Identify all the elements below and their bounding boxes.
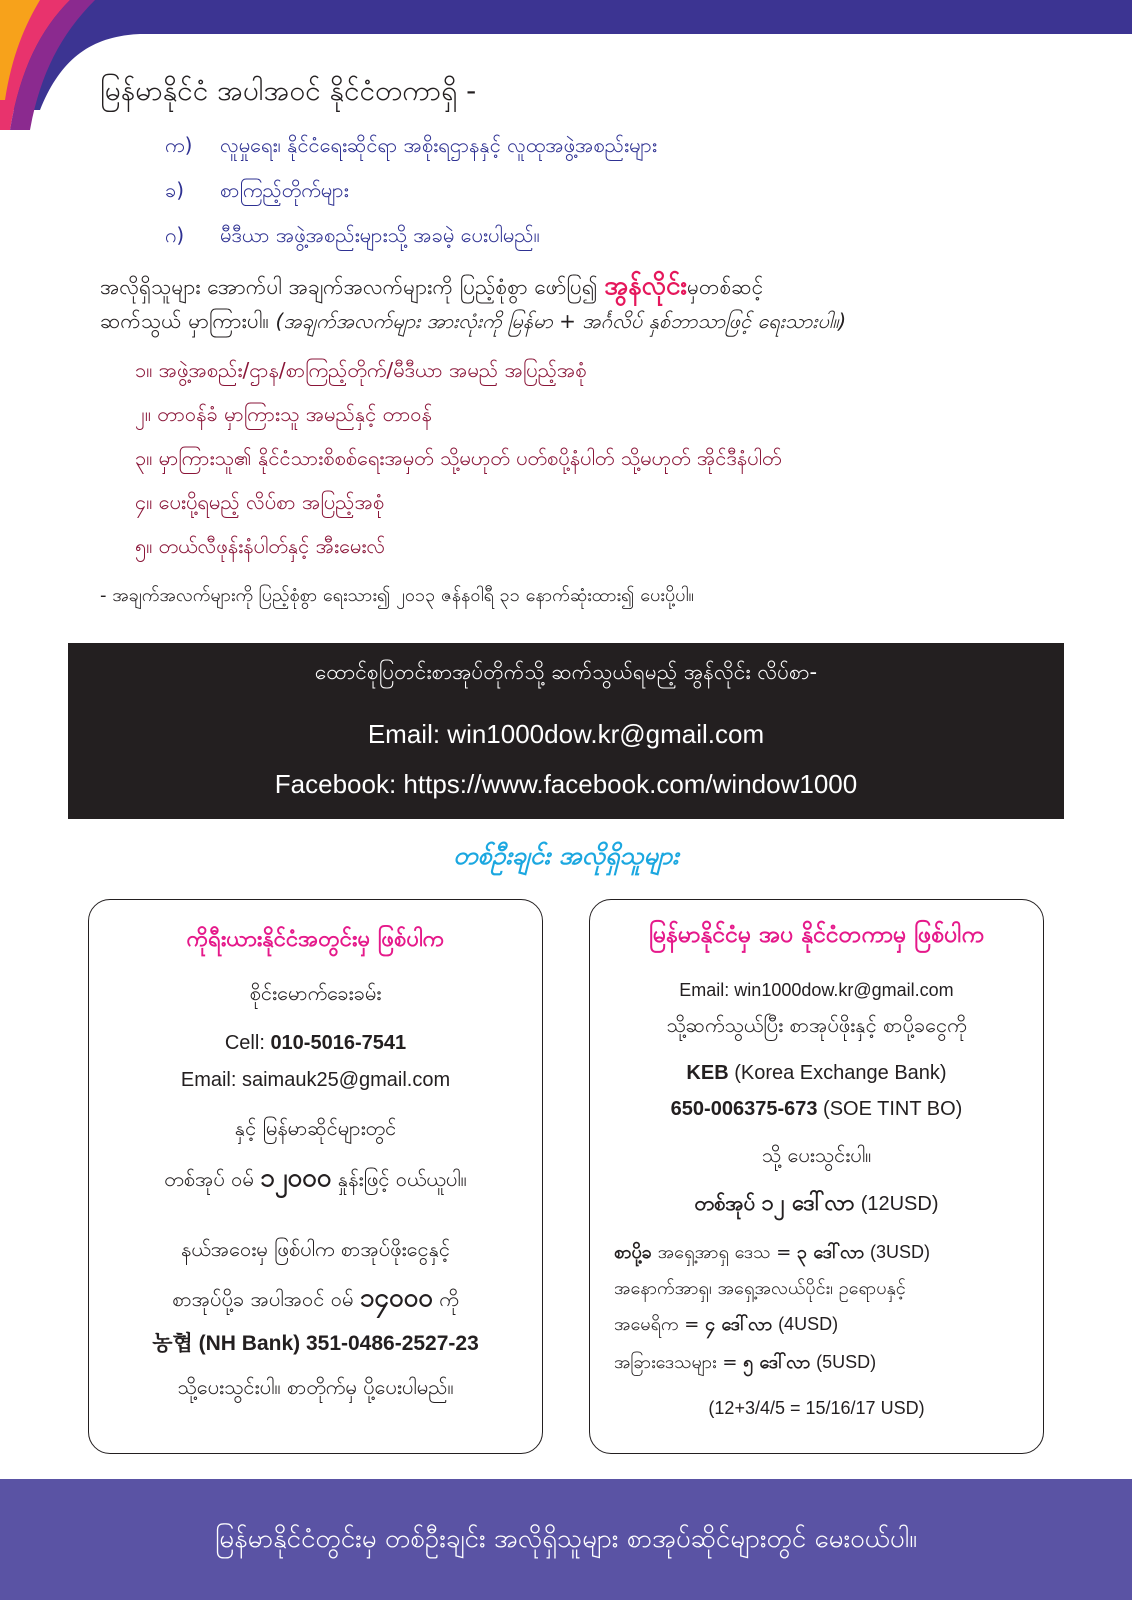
online-highlight: အွန်လိုင်း xyxy=(604,271,688,301)
price-label: တစ်အုပ် xyxy=(694,1191,755,1215)
deposit-line: သို့ ပေးသွင်းပါ။ xyxy=(761,1143,872,1167)
recipient-marker: ဂ) xyxy=(165,223,185,247)
recipient-text: စာကြည့်တိုက်များ xyxy=(220,178,349,202)
bank-code: KEB xyxy=(686,1062,729,1084)
price-usd: (12USD) xyxy=(860,1193,939,1215)
intro-heading: မြန်မာနိုင်ငံ အပါအဝင် နိုင်ငံတကာရှိ - xyxy=(100,74,477,107)
account-number: 650-006375-673 xyxy=(670,1098,818,1120)
instruction-paragraph-line2 xyxy=(100,308,846,339)
remote-line: နယ်အဝေးမှ ဖြစ်ပါက စာအုပ်ဖိုးငွေနှင့် xyxy=(180,1237,451,1261)
remote-price-line xyxy=(89,1280,542,1319)
recipient-item xyxy=(165,222,540,252)
postage-region: အခြားဒေသများ = xyxy=(614,1352,738,1373)
bank-name: (Korea Exchange Bank) xyxy=(734,1062,947,1084)
postage-value: ၄ ဒေါ်လာ xyxy=(705,1314,773,1335)
card-title: မြန်မာနိုင်ငံမှ အပ နိုင်ငံတကာမှ ဖြစ်ပါက xyxy=(649,922,984,948)
international-purchase-card xyxy=(589,899,1044,1454)
account-line xyxy=(590,1098,1043,1121)
contact-email[interactable]: Email: win1000dow.kr@gmail.com xyxy=(367,719,765,749)
korea-purchase-card xyxy=(88,899,543,1454)
price-value: ၁၂၀၀၀ xyxy=(260,1163,332,1193)
price-line xyxy=(590,1188,1043,1221)
shops-line: နှင့် မြန်မာဆိုင်များတွင် xyxy=(234,1116,397,1140)
contact-heading: ထောင်စုပြတင်းစာအုပ်တိုက်သို့ ဆက်သွယ်ရမည့် အွန်လိုင်း လိပ်စာ- xyxy=(314,660,818,684)
remote-price-label: စာအုပ်ပို့ခ အပါအဝင် ဝမ် xyxy=(172,1287,354,1311)
contact-name: စိုင်းမောက်ခေးခမ်း xyxy=(249,981,382,1005)
instruction-text: ဆက်သွယ် မှာကြားပါ။ xyxy=(100,309,269,333)
bank-account-line: 농협 (NH Bank) 351-0486-2527-23 xyxy=(152,1332,479,1355)
contact-email[interactable]: Email: saimauk25@gmail.com xyxy=(180,1069,451,1091)
requirement-item: ၃။ မှာကြားသူ၏ နိုင်ငံသားစိစစ်ရေးအမှတ် သို့မဟုတ် ပတ်စပို့နံပါတ် သို့မဟုတ် အိုင်ဒီနံပါတ် xyxy=(135,446,782,470)
instruction-text: အလိုရှိသူများ အောက်ပါ အချက်အလက်များကို ပြည့်စုံစွာ ဖော်ပြ၍ xyxy=(100,275,598,299)
recipient-item xyxy=(165,177,349,207)
postage-label: စာပို့ခ xyxy=(614,1242,652,1263)
recipient-marker: က) xyxy=(165,133,193,157)
cell-phone xyxy=(89,1032,542,1055)
language-note: (အချက်အလက်များ အားလုံးကို မြန်မာ + အင်္ဂလိပ် နှစ်ဘာသာဖြင့် ရေးသားပါ။) xyxy=(275,309,847,333)
recipient-text: လူမှုရေး၊ နိုင်ငံရေးဆိုင်ရာ အစိုးရဌာနနှင့် လူထုအဖွဲ့အစည်းများ xyxy=(220,133,657,157)
postage-america-line xyxy=(614,1312,838,1339)
deadline-note: - အချက်အလက်များကို ပြည့်စုံစွာ ရေးသား၍ ၂၀၁၃ ဇန်နဝါရီ ၃၁ နောက်ဆုံးထား၍ ပေးပို့ပါ။ xyxy=(100,585,694,606)
card-title: ကိုရီးယားနိုင်ငံအတွင်းမှ ဖြစ်ပါက xyxy=(186,927,445,952)
postage-region-group: အနောက်အာရှ၊ အရှေ့အလယ်ပိုင်း၊ ဥရောပနှင့် xyxy=(614,1278,906,1299)
postage-other-line xyxy=(614,1350,876,1377)
postage-usd: (5USD) xyxy=(816,1352,877,1372)
contact-line: သို့ဆက်သွယ်ပြီး စာအုပ်ဖိုးနှင့် စာပို့ခငွေကို xyxy=(666,1013,967,1037)
recipient-item xyxy=(165,132,657,162)
price-value: ၁၂ ဒေါ်လာ xyxy=(761,1191,855,1216)
postage-usd: (4USD) xyxy=(778,1314,839,1334)
cell-number[interactable]: 010-5016-7541 xyxy=(270,1032,407,1054)
bottom-banner xyxy=(0,1479,1132,1600)
cell-label: Cell: xyxy=(224,1032,265,1054)
bottom-banner-text: မြန်မာနိုင်ငံတွင်းမှ တစ်ဦးချင်း အလိုရှိသူများ စာအုပ်ဆိုင်များတွင် မေးဝယ်ပါ။ xyxy=(214,1524,918,1554)
account-holder: (SOE TINT BO) xyxy=(823,1098,963,1120)
postage-asia-line xyxy=(614,1240,930,1267)
price-suffix: နှုန်းဖြင့် ဝယ်ယူပါ။ xyxy=(337,1167,467,1191)
contact-email[interactable]: Email: win1000dow.kr@gmail.com xyxy=(679,980,954,1000)
postage-value: ၃ ဒေါ်လာ xyxy=(797,1242,865,1263)
recipient-text: မီဒီယာ အဖွဲ့အစည်းများသို့ အခမဲ့ ပေးပါမည်။ xyxy=(220,223,540,247)
recipient-marker: ခ) xyxy=(165,178,185,202)
individuals-heading: တစ်ဦးချင်း အလိုရှိသူများ xyxy=(453,841,679,870)
instruction-paragraph-line1 xyxy=(100,268,763,307)
requirement-item: ၅။ တယ်လီဖုန်းနံပါတ်နှင့် အီးမေးလ် xyxy=(135,534,386,558)
postage-usd: (3USD) xyxy=(870,1242,931,1262)
requirement-item: ၂။ တာဝန်ခံ မှာကြားသူ အမည်နှင့် တာဝန် xyxy=(135,402,432,426)
postage-value: ၅ ဒေါ်လာ xyxy=(743,1352,811,1373)
remote-price-suffix: ကို xyxy=(439,1287,459,1311)
requirement-item: ၄။ ပေးပို့ရမည့် လိပ်စာ အပြည့်အစုံ xyxy=(135,490,385,514)
closing-line: သို့ပေးသွင်းပါ။ စာတိုက်မှ ပို့ပေးပါမည်။ xyxy=(177,1375,454,1399)
bank-name-line xyxy=(590,1062,1043,1085)
price-label: တစ်အုပ် ဝမ် xyxy=(164,1167,254,1191)
price-line xyxy=(89,1160,542,1199)
contact-box xyxy=(68,643,1064,819)
postage-region: အရှေ့အာရှ ဒေသ = xyxy=(657,1242,792,1263)
contact-facebook-link[interactable]: Facebook: https://www.facebook.com/window1000 xyxy=(274,769,858,799)
total-price-line: (12+3/4/5 = 15/16/17 USD) xyxy=(708,1398,925,1418)
remote-price-value: ၁၄၀၀၀ xyxy=(359,1283,433,1313)
postage-region: အမေရိက = xyxy=(614,1314,700,1335)
instruction-text: မှတစ်ဆင့် xyxy=(687,275,764,299)
requirement-item: ၁။ အဖွဲ့အစည်း/ဌာန/စာကြည့်တိုက်/မီဒီယာ အမည် အပြည့်အစုံ xyxy=(135,358,587,382)
